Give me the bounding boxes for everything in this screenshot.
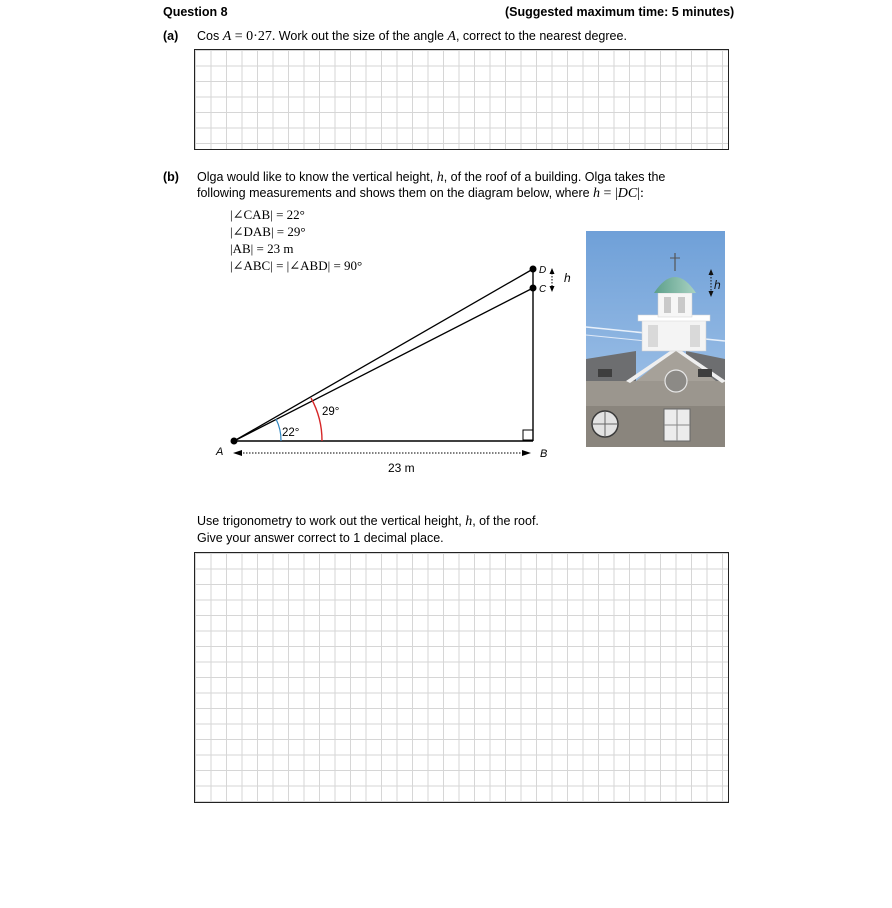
part-b-line2-before: following measurements and shows them on the diagram below, where bbox=[197, 186, 594, 200]
question-title: Question 8 bbox=[163, 5, 228, 19]
part-b-eq: = | bbox=[600, 186, 618, 201]
part-b-dc: DC bbox=[617, 186, 638, 201]
triangle-diagram bbox=[205, 255, 585, 480]
part-a-question bbox=[197, 28, 627, 45]
part-a-var-a-2: A bbox=[447, 29, 456, 44]
label-a: A bbox=[216, 446, 224, 458]
arrow-down-icon bbox=[550, 286, 555, 292]
part-b-line2 bbox=[197, 185, 644, 202]
answer-grid-a[interactable] bbox=[194, 49, 729, 150]
label-d: D bbox=[539, 265, 547, 276]
part-b-end: |: bbox=[637, 186, 644, 201]
part-a-text-end: , correct to the nearest degree. bbox=[455, 29, 627, 43]
part-b-line1-after: , of the roof of a building. Olga takes the bbox=[443, 170, 666, 184]
arrow-up-icon bbox=[550, 268, 555, 274]
part-a-label: (a) bbox=[163, 29, 179, 43]
instruction1-after: , of the roof. bbox=[472, 514, 539, 528]
point-d bbox=[530, 266, 537, 273]
part-a-value: = 0·27. bbox=[231, 29, 276, 44]
measurement-dab: |∠DAB| = 29° bbox=[230, 224, 306, 239]
label-c: C bbox=[539, 284, 547, 295]
building-photo bbox=[586, 231, 725, 447]
right-angle-marker bbox=[523, 430, 533, 440]
measurement-right-angles: |∠ABC| = |∠ABD| = 90° bbox=[230, 258, 363, 273]
arrow-right-icon bbox=[522, 450, 531, 456]
suggested-time: (Suggested maximum time: 5 minutes) bbox=[505, 5, 735, 19]
label-b: B bbox=[540, 448, 548, 460]
photo-label-h: h bbox=[714, 278, 721, 292]
angle-arc-22 bbox=[276, 419, 281, 441]
part-a-text-before: Cos bbox=[197, 29, 223, 43]
part-b-line1 bbox=[197, 169, 665, 186]
instruction1-before: Use trigonometry to work out the vertical height, bbox=[197, 514, 466, 528]
arrow-left-icon bbox=[233, 450, 242, 456]
instruction-var-h: h bbox=[465, 514, 473, 529]
part-b-line1-before: Olga would like to know the vertical height, bbox=[197, 170, 437, 184]
part-b-var-h: h bbox=[436, 170, 444, 185]
point-a bbox=[231, 438, 238, 445]
angle-arc-29 bbox=[311, 398, 322, 441]
instruction-line2: Give your answer correct to 1 decimal place. bbox=[197, 531, 444, 545]
label-23m: 23 m bbox=[388, 461, 415, 475]
line-ac bbox=[234, 288, 533, 441]
instruction-line1 bbox=[197, 513, 539, 530]
part-a-var-a: A bbox=[222, 29, 232, 44]
label-angle-22: 22° bbox=[282, 427, 300, 439]
point-c bbox=[530, 285, 537, 292]
part-a-text-after: Work out the size of the angle bbox=[275, 29, 448, 43]
part-b-label: (b) bbox=[163, 170, 179, 184]
label-h: h bbox=[564, 271, 571, 285]
line-ad bbox=[234, 269, 533, 441]
part-b-var-h-2: h bbox=[593, 186, 601, 201]
measurement-cab: |∠CAB| = 22° bbox=[230, 207, 305, 222]
label-angle-29: 29° bbox=[322, 406, 340, 418]
answer-grid-b[interactable] bbox=[194, 552, 729, 803]
measurement-ab: |AB| = 23 m bbox=[230, 241, 294, 256]
